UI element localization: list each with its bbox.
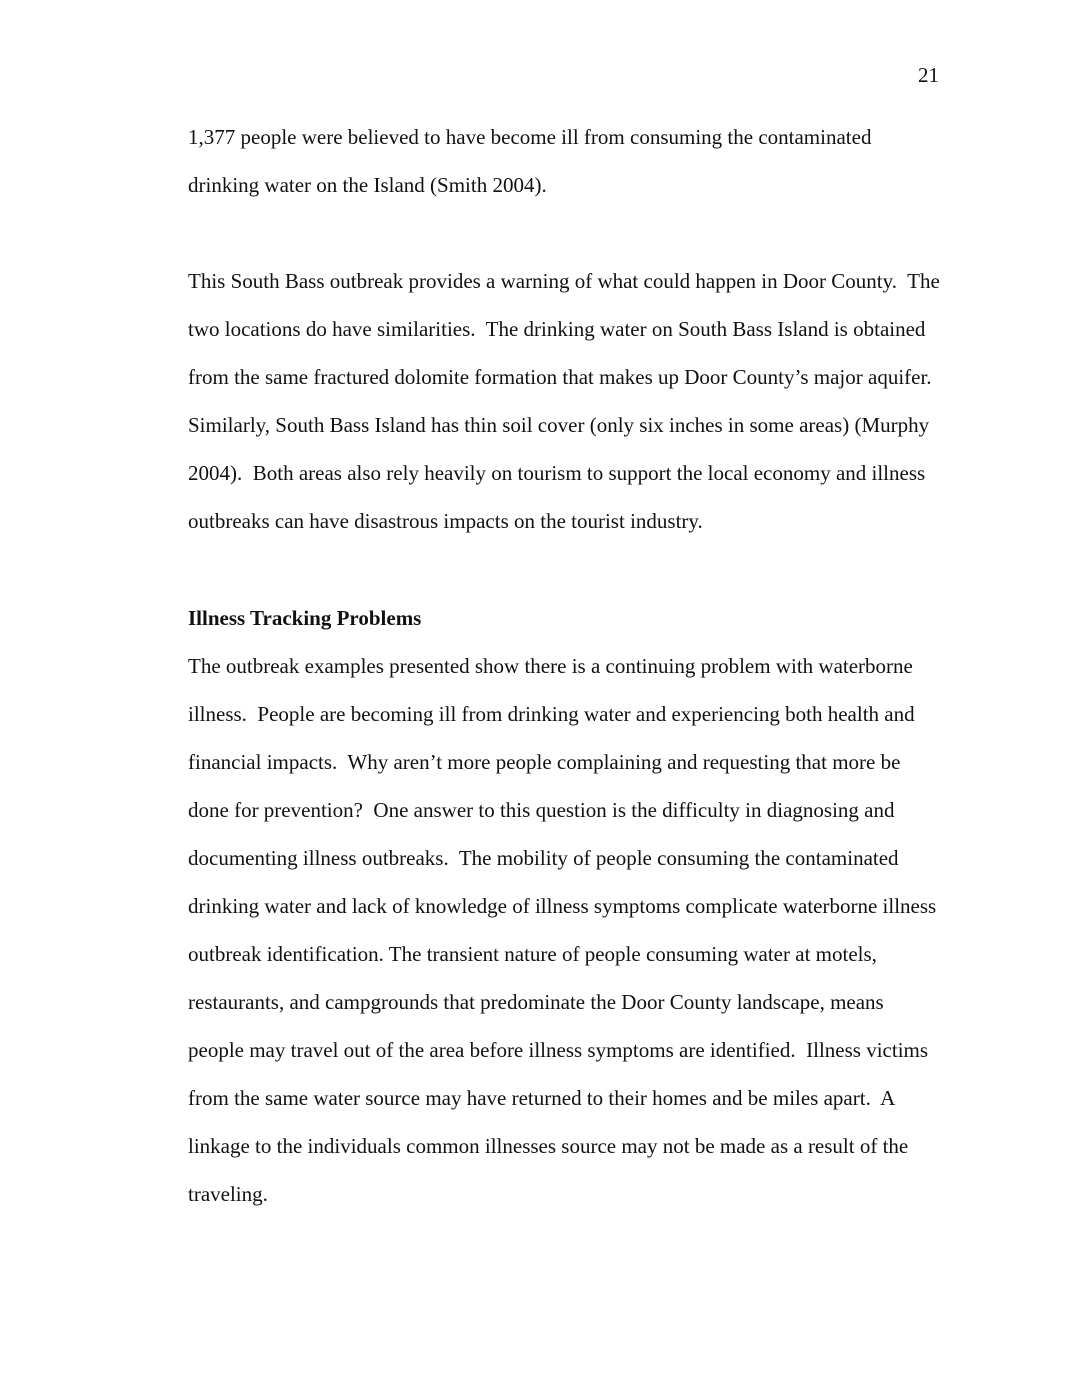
paragraph-3-line: outbreak identification. The transient nature of people consuming water at motels, xyxy=(188,942,877,966)
paragraph-2-line: This South Bass outbreak provides a warning of what could happen in Door County. The xyxy=(188,269,940,293)
section-heading: Illness Tracking Problems xyxy=(188,606,422,630)
paragraph-3-line: people may travel out of the area before illness symptoms are identified. Illness victims xyxy=(188,1038,929,1062)
paragraph-1-line: drinking water on the Island (Smith 2004). xyxy=(188,173,547,197)
paragraph-3-line: The outbreak examples presented show there is a continuing problem with waterborne xyxy=(188,654,913,678)
paragraph-2-line: from the same fractured dolomite formation that makes up Door County’s major aquifer. xyxy=(188,365,932,389)
paragraph-3-line: illness. People are becoming ill from drinking water and experiencing both health and xyxy=(188,702,915,726)
paragraph-3-line: linkage to the individuals common illnesses source may not be made as a result of the xyxy=(188,1134,909,1158)
paragraph-3-line: from the same water source may have returned to their homes and be miles apart. A xyxy=(188,1086,896,1110)
paragraph-3-line: drinking water and lack of knowledge of illness symptoms complicate waterborne illness xyxy=(188,894,937,918)
paragraph-2-line: two locations do have similarities. The drinking water on South Bass Island is obtained xyxy=(188,317,926,341)
paragraph-2-line: outbreaks can have disastrous impacts on the tourist industry. xyxy=(188,509,703,533)
paragraph-3-line: done for prevention? One answer to this question is the difficulty in diagnosing and xyxy=(188,798,895,822)
paragraph-3-line: financial impacts. Why aren’t more people complaining and requesting that more be xyxy=(188,750,901,774)
page-number: 21 xyxy=(918,63,939,87)
paragraph-1-line: 1,377 people were believed to have become ill from consuming the contaminated xyxy=(188,125,872,149)
paragraph-3-line: traveling. xyxy=(188,1182,268,1206)
paragraph-2-line: 2004). Both areas also rely heavily on tourism to support the local economy and illness xyxy=(188,461,926,485)
paragraph-2-line: Similarly, South Bass Island has thin soil cover (only six inches in some areas) (Murphy xyxy=(188,413,930,437)
paragraph-3-line: documenting illness outbreaks. The mobility of people consuming the contaminated xyxy=(188,846,899,870)
paragraph-3-line: restaurants, and campgrounds that predominate the Door County landscape, means xyxy=(188,990,884,1014)
